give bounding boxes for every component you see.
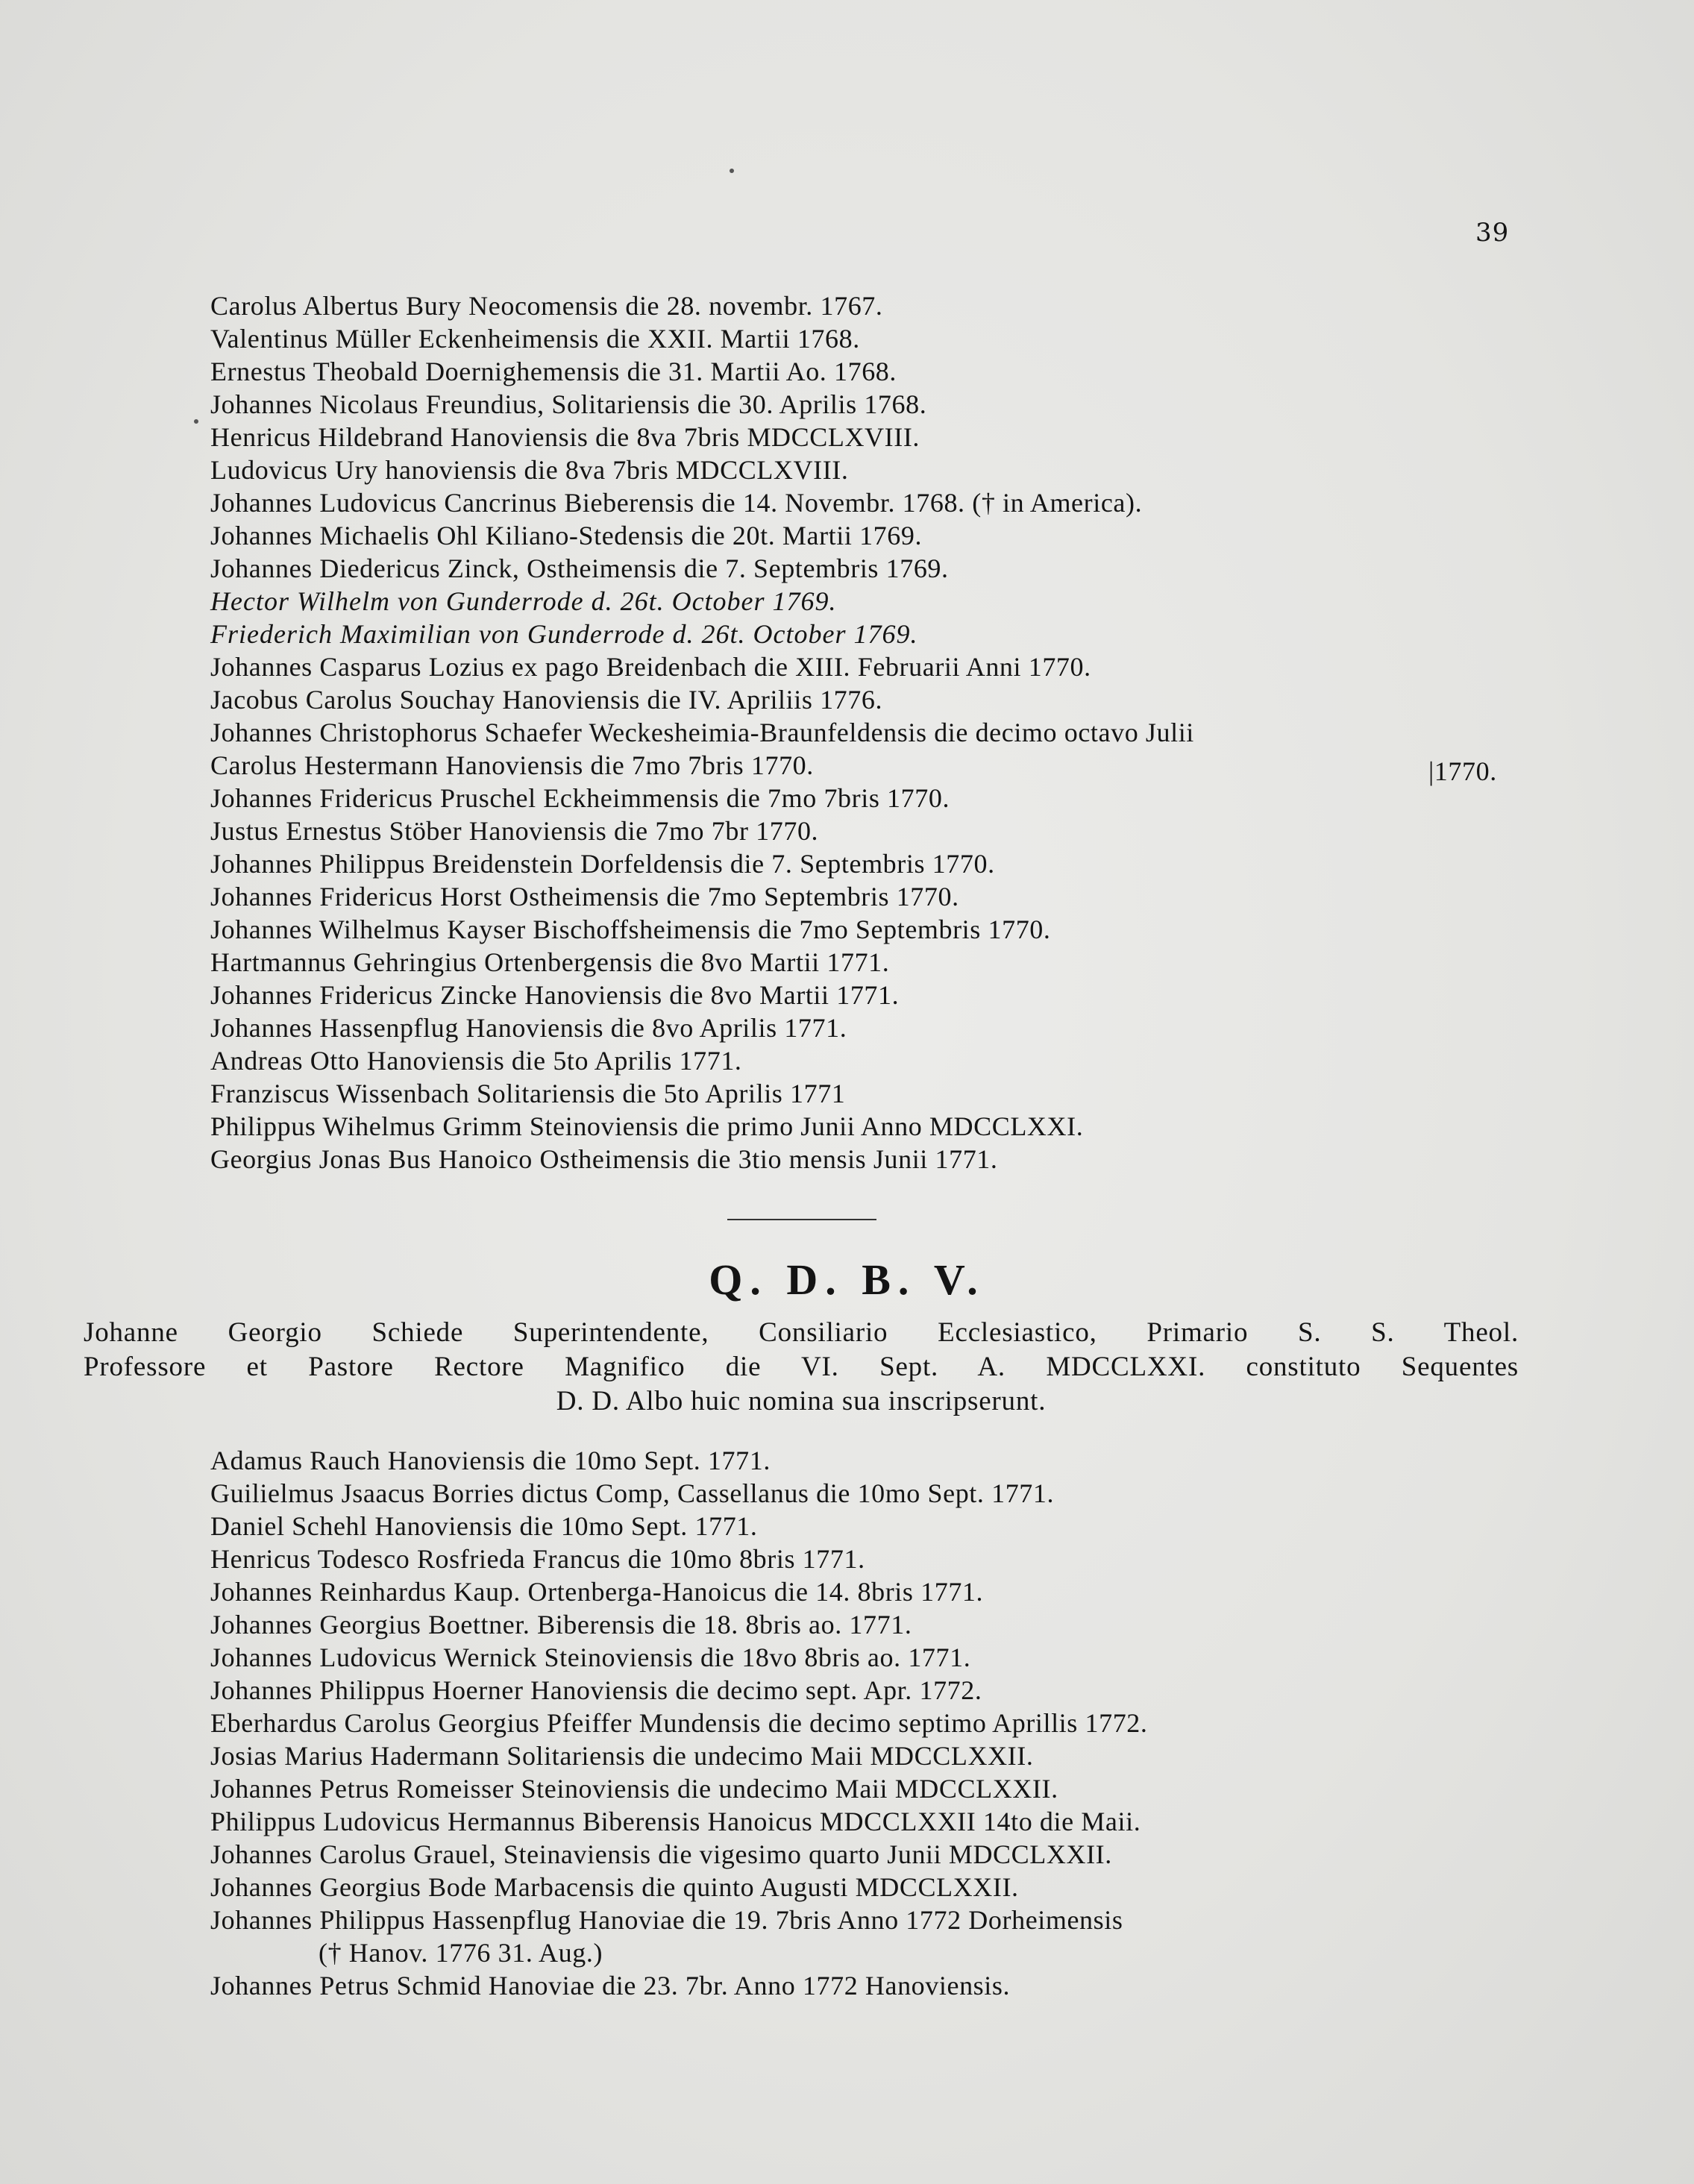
register-entry: Guilielmus Jsaacus Borries dictus Comp, Cassellanus die 10mo Sept. 1771. — [210, 1478, 1055, 1508]
section-divider — [727, 1219, 876, 1220]
margin-year-note: |1770. — [1428, 756, 1497, 786]
register-entry: Johannes Philippus Breidenstein Dorfeldensis die 7. Septembris 1770. — [210, 849, 995, 879]
register-entry: Johannes Philippus Hoerner Hanoviensis die decimo sept. Apr. 1772. — [210, 1675, 982, 1705]
register-entry: Johannes Petrus Romeisser Steinoviensis die undecimo Maii MDCCLXXII. — [210, 1774, 1058, 1804]
register-entry: Henricus Todesco Rosfrieda Francus die 10mo 8bris 1771. — [210, 1544, 865, 1574]
page-speck — [194, 419, 198, 424]
register-entry-fraktur: Friederich Maximilian von Gunderrode d. 26t. October 1769. — [210, 619, 918, 649]
register-entry: Justus Ernestus Stöber Hanoviensis die 7mo 7br 1770. — [210, 816, 819, 846]
register-entry: Johannes Ludovicus Cancrinus Bieberensis die 14. Novembr. 1768. († in America). — [210, 488, 1143, 518]
register-entry: Franziscus Wissenbach Solitariensis die 5to Aprilis 1771 — [210, 1079, 846, 1108]
register-entry: Johannes Michaelis Ohl Kiliano-Stedensis die 20t. Martii 1769. — [210, 521, 923, 550]
register-entry: Johannes Wilhelmus Kayser Bischoffsheimensis die 7mo Septembris 1770. — [210, 914, 1051, 944]
register-entry: Carolus Hestermann Hanoviensis die 7mo 7bris 1770. — [210, 750, 814, 780]
register-entry: Josias Marius Hadermann Solitariensis die undecimo Maii MDCCLXXII. — [210, 1741, 1034, 1771]
intro-line: Johanne Georgio Schiede Superintendente, Consiliario Ecclesiastico, Primario S. S. Theol. — [84, 1317, 1519, 1348]
register-entry: Johannes Ludovicus Wernick Steinoviensis die 18vo 8bris ao. 1771. — [210, 1642, 971, 1672]
register-entry: Daniel Schehl Hanoviensis die 10mo Sept. 1771. — [210, 1511, 758, 1541]
register-entry: Carolus Albertus Bury Neocomensis die 28. novembr. 1767. — [210, 291, 883, 321]
register-entry: Andreas Otto Hanoviensis die 5to Aprilis 1771. — [210, 1046, 742, 1076]
register-entry: Johannes Nicolaus Freundius, Solitariensis die 30. Aprilis 1768. — [210, 389, 927, 419]
register-entry: Johannes Casparus Lozius ex pago Breidenbach die XIII. Februarii Anni 1770. — [210, 652, 1091, 682]
page-speck — [730, 169, 734, 173]
register-entry-continuation: († Hanov. 1776 31. Aug.) — [319, 1938, 603, 1968]
intro-line: Professore et Pastore Rectore Magnifico die VI. Sept. A. MDCCLXXI. constituto Sequentes — [84, 1352, 1519, 1382]
register-entry: Johannes Christophorus Schaefer Weckesheimia-Braunfeldensis die decimo octavo Julii — [210, 718, 1194, 747]
register-entry: Johannes Georgius Boettner. Biberensis die 18. 8bris ao. 1771. — [210, 1610, 912, 1639]
rector-intro-paragraph — [84, 1316, 1519, 1419]
register-entry: Johannes Hassenpflug Hanoviensis die 8vo Aprilis 1771. — [210, 1013, 847, 1043]
register-entry: Johannes Fridericus Pruschel Eckheimmensis die 7mo 7bris 1770. — [210, 783, 950, 813]
register-entries-section-2 — [210, 1444, 1553, 2002]
register-entry: Johannes Georgius Bode Marbacensis die quinto Augusti MDCCLXXII. — [210, 1872, 1019, 1902]
register-entry: Valentinus Müller Eckenheimensis die XXII. Martii 1768. — [210, 324, 860, 354]
register-entry: Philippus Ludovicus Hermannus Biberensis Hanoicus MDCCLXXII 14to die Maii. — [210, 1807, 1141, 1836]
register-entry: Johannes Fridericus Zincke Hanoviensis die 8vo Martii 1771. — [210, 980, 900, 1010]
register-entry: Johannes Philippus Hassenpflug Hanoviae die 19. 7bris Anno 1772 Dorheimensis — [210, 1905, 1123, 1935]
register-entry: Ernestus Theobald Doernighemensis die 31. Martii Ao. 1768. — [210, 357, 897, 386]
register-entry: Johannes Carolus Grauel, Steinaviensis die vigesimo quarto Junii MDCCLXXII. — [210, 1839, 1112, 1869]
register-entry: Philippus Wihelmus Grimm Steinoviensis die primo Junii Anno MDCCLXXI. — [210, 1111, 1084, 1141]
register-entry: Georgius Jonas Bus Hanoico Ostheimensis die 3tio mensis Junii 1771. — [210, 1144, 998, 1174]
register-entry: Johannes Diedericus Zinck, Ostheimensis die 7. Septembris 1769. — [210, 553, 949, 583]
register-entry: Ludovicus Ury hanoviensis die 8va 7bris MDCCLXVIII. — [210, 455, 849, 485]
register-entry: Johannes Petrus Schmid Hanoviae die 23. 7br. Anno 1772 Hanoviensis. — [210, 1971, 1011, 2001]
section-heading: Q. D. B. V. — [709, 1255, 985, 1304]
register-entry: Adamus Rauch Hanoviensis die 10mo Sept. 1771. — [210, 1446, 771, 1475]
intro-line: D. D. Albo huic nomina sua inscripserunt. — [556, 1386, 1047, 1416]
register-entry: Henricus Hildebrand Hanoviensis die 8va 7bris MDCCLXVIII. — [210, 422, 920, 452]
register-entry: Johannes Reinhardus Kaup. Ortenberga-Hanoicus die 14. 8bris 1771. — [210, 1577, 984, 1607]
register-entry: Jacobus Carolus Souchay Hanoviensis die IV. Apriliis 1776. — [210, 685, 883, 715]
register-entry: Hartmannus Gehringius Ortenbergensis die 8vo Martii 1771. — [210, 947, 890, 977]
register-entry-fraktur: Hector Wilhelm von Gunderrode d. 26t. October 1769. — [210, 586, 837, 616]
page-number: 39 — [1475, 218, 1510, 248]
register-entries-section-1 — [210, 289, 1553, 1176]
register-entry: Johannes Fridericus Horst Ostheimensis die 7mo Septembris 1770. — [210, 882, 959, 911]
register-entry: Eberhardus Carolus Georgius Pfeiffer Mundensis die decimo septimo Aprillis 1772. — [210, 1708, 1148, 1738]
